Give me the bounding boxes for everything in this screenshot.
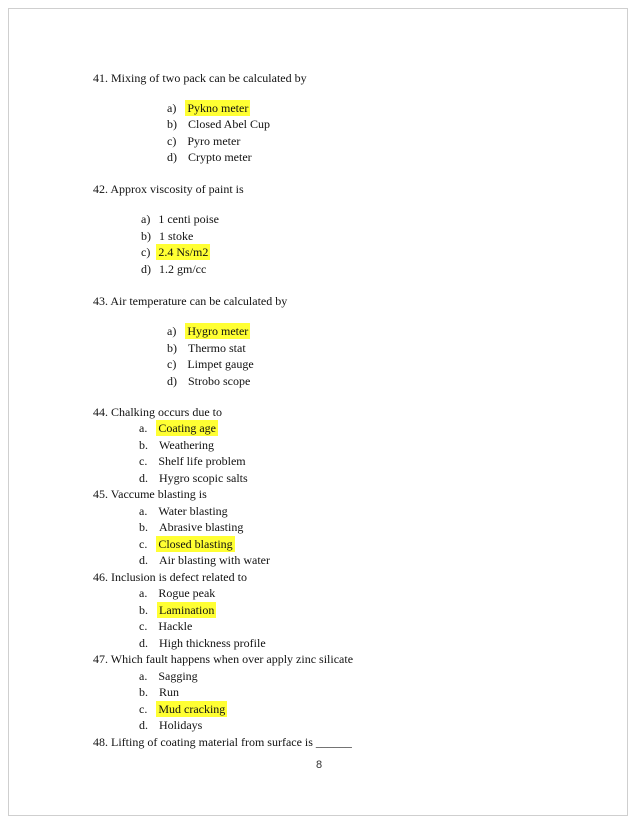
question-48: 48. Lifting of coating material from surface is ______ — [93, 735, 352, 749]
option-text: Hygro scopic salts — [159, 471, 248, 485]
option-text: Strobo scope — [188, 374, 251, 388]
option-label: b. — [139, 438, 148, 452]
option-text: Closed Abel Cup — [188, 117, 271, 131]
page-number: 8 — [315, 759, 323, 771]
option-text: 1 centi poise — [158, 212, 219, 226]
option-label: d) — [167, 150, 177, 164]
option-43-d — [167, 373, 252, 389]
option-44-a — [139, 420, 218, 436]
option-46-c — [139, 618, 194, 634]
option-41-a — [167, 100, 250, 116]
option-text-highlighted: Pykno meter — [187, 101, 249, 115]
question-44: 44. Chalking occurs due to — [93, 405, 222, 419]
option-label: a) — [167, 101, 177, 115]
option-text: Pyro meter — [187, 134, 241, 148]
option-label: b. — [139, 603, 148, 617]
option-label: d) — [141, 262, 151, 276]
option-45-a — [139, 503, 230, 519]
option-text: Weathering — [159, 438, 215, 452]
option-text: Crypto meter — [188, 150, 252, 164]
option-text: High thickness profile — [159, 636, 266, 650]
option-label: a) — [141, 212, 151, 226]
option-label: d. — [139, 636, 148, 650]
option-text: Rogue peak — [158, 586, 216, 600]
option-41-d — [167, 149, 254, 165]
option-label: a. — [139, 421, 148, 435]
option-41-b — [167, 116, 272, 132]
option-text: Thermo stat — [188, 341, 246, 355]
option-label: b. — [139, 520, 148, 534]
option-45-d — [139, 552, 272, 568]
option-43-b — [167, 340, 248, 356]
option-42-d — [141, 261, 208, 277]
option-42-a — [141, 211, 221, 227]
option-text: Water blasting — [158, 504, 228, 518]
option-46-d — [139, 635, 268, 651]
option-label: c. — [139, 454, 148, 468]
option-47-b — [139, 684, 181, 700]
option-label: c) — [167, 134, 177, 148]
option-41-c — [167, 133, 242, 149]
option-label: a) — [167, 324, 177, 338]
option-text: Limpet gauge — [187, 357, 254, 371]
option-47-d — [139, 717, 204, 733]
option-text: 1.2 gm/cc — [159, 262, 207, 276]
option-text-highlighted: Coating age — [158, 421, 216, 435]
option-47-a — [139, 668, 200, 684]
option-43-a — [167, 323, 250, 339]
option-label: d. — [139, 553, 148, 567]
option-label: c. — [139, 537, 148, 551]
option-text: Shelf life problem — [158, 454, 246, 468]
option-44-d — [139, 470, 250, 486]
option-label: a. — [139, 504, 148, 518]
option-text: Holidays — [159, 718, 203, 732]
option-text-highlighted: 2.4 Ns/m2 — [158, 245, 209, 259]
option-text-highlighted: Mud cracking — [158, 702, 226, 716]
option-label: a. — [139, 669, 148, 683]
option-label: a. — [139, 586, 148, 600]
option-42-b — [141, 228, 195, 244]
question-45: 45. Vaccume blasting is — [93, 487, 207, 501]
option-label: c. — [139, 619, 148, 633]
option-text: Sagging — [158, 669, 198, 683]
option-text: Air blasting with water — [159, 553, 270, 567]
option-text-highlighted: Closed blasting — [158, 537, 233, 551]
question-41: 41. Mixing of two pack can be calculated by — [93, 71, 307, 85]
question-46: 46. Inclusion is defect related to — [93, 570, 247, 584]
option-46-b — [139, 602, 216, 618]
option-label: d. — [139, 471, 148, 485]
option-46-a — [139, 585, 217, 601]
option-label: c) — [141, 245, 151, 259]
option-44-c — [139, 453, 248, 469]
option-text: Run — [159, 685, 180, 699]
option-label: b) — [141, 229, 151, 243]
option-44-b — [139, 437, 216, 453]
option-label: d) — [167, 374, 177, 388]
option-label: b) — [167, 117, 177, 131]
option-label: b. — [139, 685, 148, 699]
question-47: 47. Which fault happens when over apply zinc silicate — [93, 652, 354, 666]
option-text-highlighted: Lamination — [159, 603, 215, 617]
document-page — [8, 8, 628, 816]
option-label: d. — [139, 718, 148, 732]
option-43-c — [167, 356, 256, 372]
option-45-b — [139, 519, 245, 535]
option-text-highlighted: Hygro meter — [187, 324, 249, 338]
option-text: 1 stoke — [159, 229, 194, 243]
option-label: b) — [167, 341, 177, 355]
question-43: 43. Air temperature can be calculated by — [93, 294, 288, 308]
option-text: Abrasive blasting — [159, 520, 244, 534]
option-47-c — [139, 701, 227, 717]
option-45-c — [139, 536, 235, 552]
option-text: Hackle — [158, 619, 193, 633]
question-42: 42. Approx viscosity of paint is — [93, 182, 244, 196]
option-label: c) — [167, 357, 177, 371]
option-42-c — [141, 244, 210, 260]
option-label: c. — [139, 702, 148, 716]
